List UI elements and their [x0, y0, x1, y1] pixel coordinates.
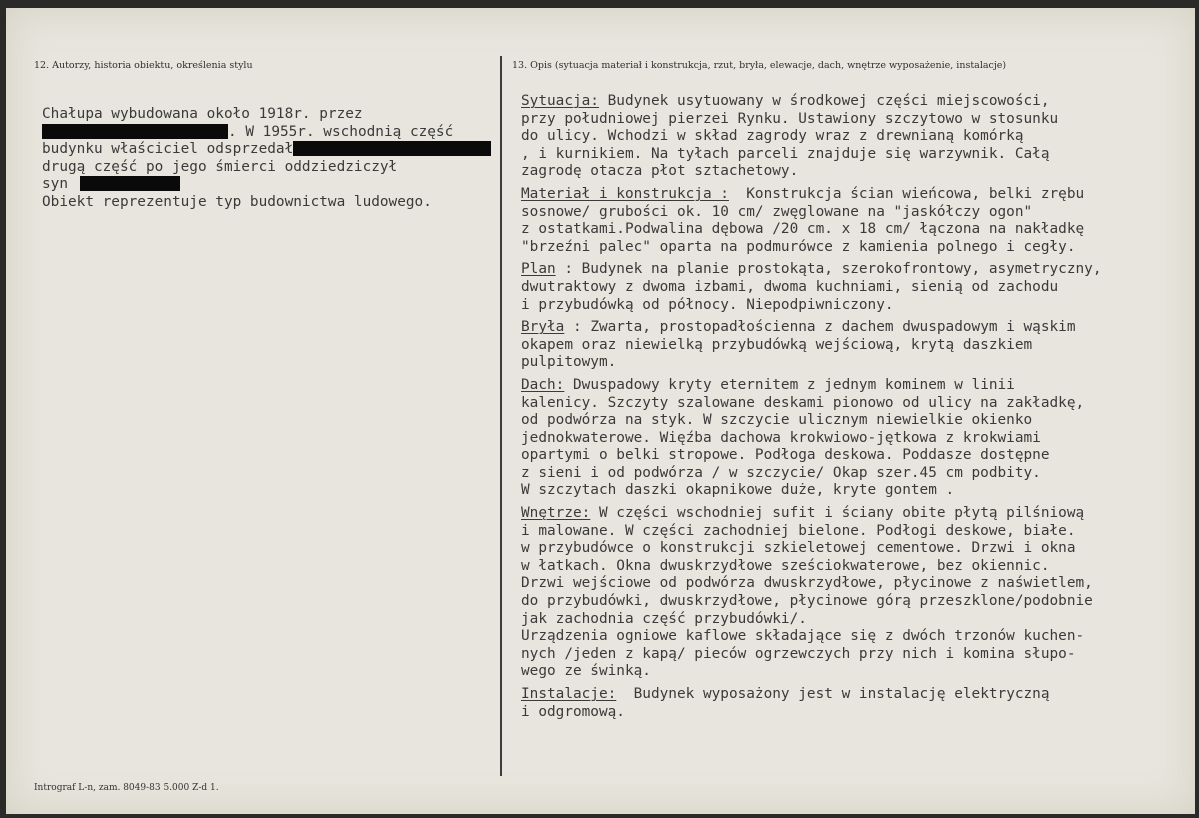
- description-line: Instalacje: Budynek wyposażony jest w instalację elektryczną: [521, 686, 1050, 702]
- description-line: opartymi o belki stropowe. Podłoga deskowa. Poddasze dostępne: [521, 447, 1050, 464]
- description-line: wego ze świnką.: [521, 663, 651, 680]
- section-label: Sytuacja:: [521, 93, 599, 109]
- description-section: [521, 686, 1181, 721]
- description-line: przy południowej pierzei Rynku. Ustawiony szczytowo w stosunku: [521, 110, 1059, 127]
- description-line: z ostatkami.Podwalina dębowa /20 cm. x 18 cm/ łączona na nakładkę: [521, 221, 1085, 238]
- section-13-header: 13. Opis (sytuacja materiał i konstrukcja, rzut, bryła, elewacje, dach, wnętrze wyposażenie, instalacje): [512, 60, 1007, 71]
- section-12-header: 12. Autorzy, historia obiektu, określenia stylu: [34, 60, 253, 71]
- description-line: sosnowe/ grubości ok. 10 cm/ zwęglowane na "jaskółczy ogon": [521, 203, 1033, 220]
- description-section: [521, 319, 1181, 372]
- history-line: syn: [42, 176, 492, 194]
- history-column: [42, 106, 492, 212]
- section-label: Materiał i konstrukcja :: [521, 185, 729, 202]
- description-line: Sytuacja: Budynek usytuowany w środkowej części miejscowości,: [521, 93, 1050, 109]
- description-column: [521, 93, 1181, 726]
- description-line: Bryła : Zwarta, prostopadłościenna z dachem dwuspadowym i wąskim: [521, 319, 1076, 336]
- section-label: Dach:: [521, 376, 565, 393]
- description-line: i odgromową.: [521, 703, 625, 720]
- history-line: drugą część po jego śmierci oddziedziczył: [42, 158, 398, 175]
- description-line: Drzwi wejściowe od podwórza dwuskrzydłowe, płycinowe z naświetlem,: [521, 575, 1093, 592]
- description-line: W szczytach daszki okapnikowe duże, kryte gontem .: [521, 482, 955, 499]
- description-section: [521, 261, 1181, 314]
- description-line: nych /jeden z kapą/ pieców ogrzewczych przy nich i komina słupo-: [521, 645, 1076, 662]
- history-line: . W 1955r. wschodnią część: [42, 124, 492, 142]
- section-label: Plan: [521, 261, 556, 278]
- description-line: Wnętrze: W części wschodniej sufit i ściany obite płytą pilśniową: [521, 505, 1085, 522]
- redaction-bar: [293, 141, 491, 156]
- description-line: Dach: Dwuspadowy kryty eternitem z jednym kominem w linii: [521, 376, 1015, 393]
- description-section: [521, 505, 1181, 681]
- description-line: , i kurnikiem. Na tyłach parceli znajduje się warzywnik. Całą: [521, 145, 1050, 162]
- description-section: [521, 377, 1181, 500]
- description-line: jak zachodnia część przybudówki/.: [521, 610, 807, 627]
- description-line: "brzeźni palec" oparta na podmurówce z kamienia polnego i cegły.: [521, 238, 1076, 255]
- description-line: okapem oraz niewielką przybudówką wejściową, krytą daszkiem: [521, 336, 1033, 353]
- redaction-bar: [42, 124, 228, 139]
- description-line: kalenicy. Szczyty szalowane deskami pionowo od ulicy na zakładkę,: [521, 394, 1085, 411]
- history-line: Obiekt reprezentuje typ budownictwa ludowego.: [42, 193, 432, 210]
- description-line: Materiał i konstrukcja : Konstrukcja ścian wieńcowa, belki zrębu: [521, 185, 1085, 202]
- description-line: do przybudówki, dwuskrzydłowe, płycinowe górą przeszklone/podobnie: [521, 593, 1093, 610]
- description-line: i przybudówką od północy. Niepodpiwniczony.: [521, 296, 894, 313]
- description-line: jednokwaterowe. Więźba dachowa krokwiowo-jętkowa z krokwiami: [521, 429, 1041, 446]
- description-line: Urządzenia ogniowe kaflowe składające się z dwóch trzonów kuchen-: [521, 628, 1085, 645]
- description-line: pulpitowym.: [521, 354, 617, 371]
- description-line: od podwórza na styk. W szczycie ulicznym niewielkie okienko: [521, 412, 1033, 429]
- print-footer: Intrograf L-n, zam. 8049-83 5.000 Z-d 1.: [34, 783, 219, 793]
- description-line: dwutraktowy z dwoma izbami, dwoma kuchniami, sienią od zachodu: [521, 278, 1059, 295]
- history-line: Chałupa wybudowana około 1918r. przez: [42, 106, 363, 122]
- description-line: do ulicy. Wchodzi w skład zagrody wraz z drewnianą komórką: [521, 128, 1024, 145]
- description-line: w łatkach. Okna dwuskrzydłowe sześciokwaterowe, bez okiennic.: [521, 557, 1050, 574]
- description-line: i malowane. W części zachodniej bielone. Podłogi deskowe, białe.: [521, 522, 1076, 539]
- column-divider: [500, 56, 502, 776]
- redaction-bar: [80, 176, 180, 191]
- description-line: z sieni i od podwórza / w szczycie/ Okap szer.45 cm podbity.: [521, 464, 1041, 481]
- section-label: Bryła: [521, 319, 565, 336]
- description-line: zagrodę otacza płot sztachetowy.: [521, 163, 799, 180]
- description-line: w przybudówce o konstrukcji szkieletowej cementowe. Drzwi i okna: [521, 540, 1076, 557]
- description-section: [521, 93, 1181, 181]
- section-label: Wnętrze:: [521, 505, 591, 522]
- description-section: [521, 186, 1181, 256]
- description-line: Plan : Budynek na planie prostokąta, szerokofrontowy, asymetryczny,: [521, 261, 1102, 278]
- history-line: budynku właściciel odsprzedał: [42, 141, 492, 159]
- document-sheet: [6, 8, 1195, 814]
- section-label: Instalacje:: [521, 686, 617, 702]
